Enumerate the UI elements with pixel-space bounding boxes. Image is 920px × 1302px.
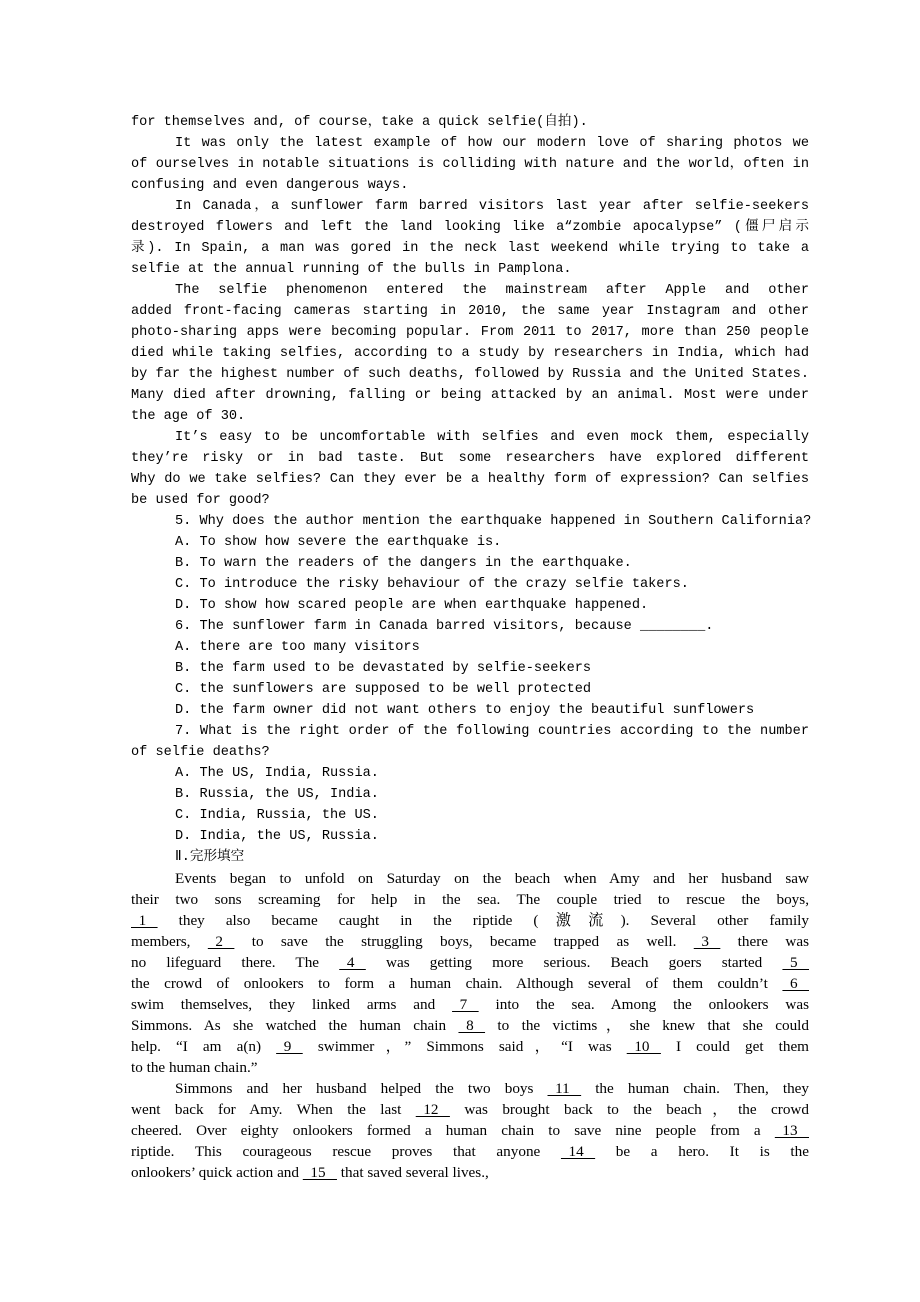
cloze-blank: 15 bbox=[302, 1164, 337, 1181]
text-segment: no lifeguard there. The bbox=[131, 954, 340, 971]
text-segment: I could get them bbox=[660, 1038, 809, 1055]
text-line bbox=[131, 721, 809, 742]
text-segment: It’s easy to be uncomfortable with selfies and even mock them, especially bbox=[175, 430, 809, 445]
text-segment: by far the highest number of such deaths, followed by Russia and the United States. bbox=[131, 367, 809, 382]
text-segment: 7. What is the right order of the following countries according to the number bbox=[175, 724, 809, 739]
text-segment: Simmons and her husband helped the two boys bbox=[175, 1080, 548, 1097]
text-segment: they’re risky or in bad taste. But some researchers have explored different bbox=[131, 451, 809, 466]
text-segment: Why do we take selfies? Can they ever be a healthy form of expression? Can selfies bbox=[131, 472, 809, 487]
text-line bbox=[131, 952, 809, 973]
text-line bbox=[131, 343, 809, 364]
text-segment: Simmons. As she watched the human chain bbox=[131, 1017, 459, 1034]
text-segment: riptide. This courageous rescue proves that anyone bbox=[131, 1143, 561, 1160]
text-segment: Many died after drowning, falling or being attacked by an animal. Most were under bbox=[131, 388, 809, 403]
text-line bbox=[131, 637, 809, 658]
text-segment: 5. Why does the author mention the earthquake happened in Southern California? bbox=[175, 514, 812, 529]
text-segment: that saved several lives., bbox=[336, 1164, 489, 1181]
text-line bbox=[131, 259, 809, 280]
cloze-blank: 4 bbox=[339, 954, 366, 971]
text-line bbox=[131, 175, 809, 196]
text-segment: onlookers’ quick action and bbox=[131, 1164, 303, 1181]
text-segment: was brought back to the beach，the crowd bbox=[449, 1101, 809, 1118]
text-line bbox=[131, 994, 809, 1015]
text-segment: was getting more serious. Beach goers started bbox=[365, 954, 783, 971]
text-segment: C. India, Russia, the US. bbox=[175, 808, 379, 823]
cloze-blank: 11 bbox=[547, 1080, 582, 1097]
text-line bbox=[131, 868, 809, 889]
text-line bbox=[131, 427, 809, 448]
text-line bbox=[131, 196, 809, 217]
text-segment: B. To warn the readers of the dangers in the earthquake. bbox=[175, 556, 632, 571]
text-segment: the age of 30. bbox=[131, 409, 246, 424]
text-line bbox=[131, 133, 809, 154]
text-segment: for themselves and, of course，take a quick selfie(自拍). bbox=[131, 115, 588, 130]
text-line bbox=[131, 889, 809, 910]
text-line bbox=[131, 1015, 809, 1036]
text-line bbox=[131, 532, 809, 553]
text-segment: 录). In Spain, a man was gored in the neck last weekend while trying to take a bbox=[131, 241, 809, 256]
text-segment: A. To show how severe the earthquake is. bbox=[175, 535, 502, 550]
text-segment: there was bbox=[720, 933, 809, 950]
text-line bbox=[131, 280, 809, 301]
text-segment: be used for good? bbox=[131, 493, 270, 508]
text-line bbox=[131, 385, 809, 406]
text-segment: destroyed flowers and left the land looking like a“zombie apocalypse” (僵尸启示 bbox=[131, 220, 809, 235]
text-segment: photo-sharing apps were becoming popular. From 2011 to 2017, more than 250 people bbox=[131, 325, 809, 340]
cloze-blank: 1 bbox=[131, 912, 158, 929]
text-line bbox=[131, 553, 809, 574]
text-segment: to save the struggling boys, became trapped as well. bbox=[234, 933, 694, 950]
text-line bbox=[131, 238, 809, 259]
text-segment: Ⅱ.完形填空 bbox=[175, 850, 245, 865]
text-line bbox=[131, 763, 809, 784]
text-line bbox=[131, 1057, 809, 1078]
text-line bbox=[131, 847, 809, 868]
text-segment: confusing and even dangerous ways. bbox=[131, 178, 409, 193]
text-line bbox=[131, 1099, 809, 1120]
text-segment: In Canada，a sunflower farm barred visitors last year after selfie-seekers bbox=[175, 199, 809, 214]
text-segment: they also became caught in the riptide (激流). Several other family bbox=[157, 912, 809, 929]
text-segment: swimmer，” Simmons said，“I was bbox=[302, 1038, 627, 1055]
text-segment: the crowd of onlookers to form a human chain. Although several of them couldn’t bbox=[131, 975, 783, 992]
document-page bbox=[131, 112, 812, 1183]
text-line bbox=[131, 1162, 809, 1183]
text-segment: be a hero. It is the bbox=[595, 1143, 809, 1160]
text-line bbox=[131, 805, 809, 826]
text-segment: died while taking selfies, according to a study by researchers in India, which had bbox=[131, 346, 809, 361]
text-segment: A. there are too many visitors bbox=[175, 640, 420, 655]
text-line bbox=[131, 658, 809, 679]
text-line bbox=[131, 742, 809, 763]
text-segment: D. To show how scared people are when earthquake happened. bbox=[175, 598, 649, 613]
text-line bbox=[131, 973, 809, 994]
text-line bbox=[131, 406, 809, 427]
text-line bbox=[131, 1120, 809, 1141]
text-line bbox=[131, 364, 809, 385]
cloze-blank: 2 bbox=[207, 933, 235, 950]
cloze-blank: 8 bbox=[458, 1017, 486, 1034]
cloze-blank: 14 bbox=[560, 1143, 596, 1160]
text-segment: help. “I am a(n) bbox=[131, 1038, 277, 1055]
text-segment: Events began to unfold on Saturday on the beach when Amy and her husband saw bbox=[175, 870, 809, 887]
text-line bbox=[131, 322, 809, 343]
text-line bbox=[131, 826, 809, 847]
text-segment: cheered. Over eighty onlookers formed a human chain to save nine people from a bbox=[131, 1122, 775, 1139]
text-segment: of selfie deaths? bbox=[131, 745, 270, 760]
text-line bbox=[131, 217, 809, 238]
text-line bbox=[131, 931, 809, 952]
cloze-blank: 10 bbox=[626, 1038, 661, 1055]
text-line bbox=[131, 301, 809, 322]
text-segment: swim themselves, they linked arms and bbox=[131, 996, 453, 1013]
text-segment: to the human chain.” bbox=[131, 1059, 258, 1076]
text-segment: went back for Amy. When the last bbox=[131, 1101, 416, 1118]
text-line bbox=[131, 574, 809, 595]
text-segment: B. the farm used to be devastated by selfie-seekers bbox=[175, 661, 592, 676]
text-segment: C. the sunflowers are supposed to be well protected bbox=[175, 682, 592, 697]
text-line bbox=[131, 154, 809, 175]
cloze-blank: 9 bbox=[276, 1038, 303, 1055]
text-line bbox=[131, 616, 809, 637]
cloze-blank: 3 bbox=[693, 933, 721, 950]
text-segment: D. the farm owner did not want others to enjoy the beautiful sunflowers bbox=[175, 703, 755, 718]
text-segment: to the victims，she knew that she could bbox=[485, 1017, 809, 1034]
text-line bbox=[131, 469, 809, 490]
text-line bbox=[131, 700, 809, 721]
text-line bbox=[131, 595, 809, 616]
text-segment: The selfie phenomenon entered the mainstream after Apple and other bbox=[175, 283, 809, 298]
text-segment: D. India, the US, Russia. bbox=[175, 829, 379, 844]
cloze-blank: 5 bbox=[782, 954, 809, 971]
text-line bbox=[131, 448, 809, 469]
cloze-blank: 12 bbox=[415, 1101, 450, 1118]
text-segment: selfie at the annual running of the bulls in Pamplona. bbox=[131, 262, 572, 277]
text-line bbox=[131, 1141, 809, 1162]
cloze-blank: 7 bbox=[452, 996, 479, 1013]
text-line bbox=[131, 679, 809, 700]
text-segment: into the sea. Among the onlookers was bbox=[478, 996, 809, 1013]
text-line bbox=[131, 490, 809, 511]
text-line bbox=[131, 1078, 809, 1099]
text-segment: added front-facing cameras starting in 2010, the same year Instagram and other bbox=[131, 304, 809, 319]
text-line bbox=[131, 1036, 809, 1057]
text-segment: the human chain. Then, they bbox=[581, 1080, 809, 1097]
text-line bbox=[131, 784, 809, 805]
text-line bbox=[131, 112, 809, 133]
cloze-blank: 6 bbox=[782, 975, 809, 992]
text-segment: C. To introduce the risky behaviour of the crazy selfie takers. bbox=[175, 577, 689, 592]
text-segment: of ourselves in notable situations is colliding with nature and the world，often in bbox=[131, 157, 809, 172]
text-segment: their two sons screaming for help in the sea. The couple tried to rescue the boys, bbox=[131, 891, 809, 908]
cloze-blank: 13 bbox=[774, 1122, 809, 1139]
text-segment: It was only the latest example of how our modern love of sharing photos we bbox=[175, 136, 809, 151]
text-segment: 6. The sunflower farm in Canada barred visitors, because ________. bbox=[175, 619, 714, 634]
text-segment: members, bbox=[131, 933, 208, 950]
text-line bbox=[131, 511, 812, 532]
text-segment: A. The US, India, Russia. bbox=[175, 766, 379, 781]
text-segment: B. Russia, the US, India. bbox=[175, 787, 379, 802]
text-line bbox=[131, 910, 809, 931]
